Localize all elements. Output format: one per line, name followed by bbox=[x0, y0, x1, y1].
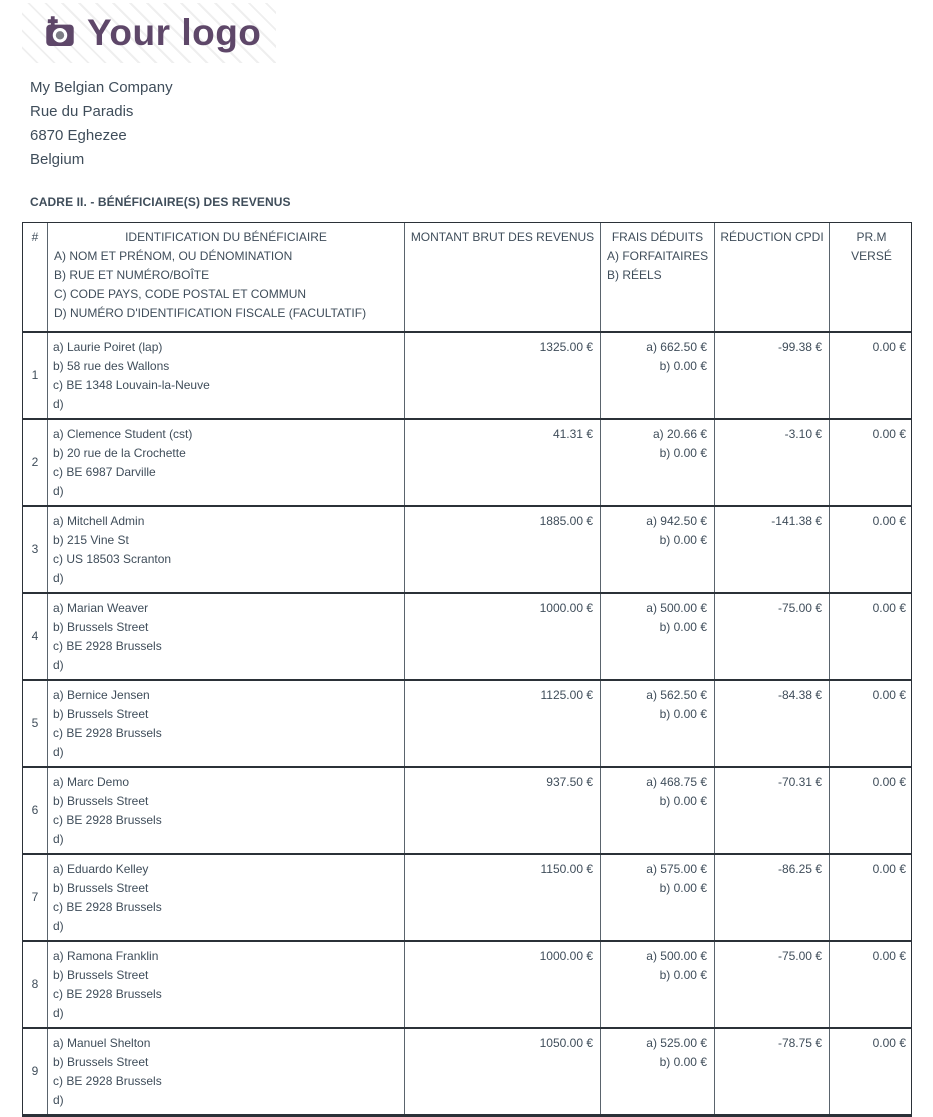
header-identification-line-c: C) CODE PAYS, CODE POSTAL ET COMMUN bbox=[54, 287, 307, 301]
beneficiary-street: b) Brussels Street bbox=[53, 794, 149, 808]
beneficiary-city: c) BE 2928 Brussels bbox=[53, 639, 162, 653]
beneficiary-tax-id: d) bbox=[53, 1093, 64, 1107]
prm-paid-cell: 0.00 € bbox=[829, 681, 913, 766]
beneficiaries-table bbox=[22, 222, 912, 1117]
costs-forfaitaires-value: a) 20.66 € bbox=[652, 427, 707, 441]
costs-forfaitaires-value: a) 525.00 € bbox=[646, 1036, 707, 1050]
cpdi-reduction-cell: -99.38 € bbox=[714, 333, 829, 418]
prm-paid-cell: 0.00 € bbox=[829, 1029, 913, 1114]
gross-amount-cell: 1000.00 € bbox=[404, 942, 600, 1027]
costs-reels-value: b) 0.00 € bbox=[659, 533, 707, 547]
deducted-costs-cell bbox=[600, 942, 714, 1027]
prm-paid-cell: 0.00 € bbox=[829, 942, 913, 1027]
gross-amount-cell: 1000.00 € bbox=[404, 594, 600, 679]
report-page bbox=[0, 3, 933, 1117]
table-row bbox=[23, 592, 911, 679]
costs-reels-value: b) 0.00 € bbox=[659, 794, 707, 808]
prm-paid-cell: 0.00 € bbox=[829, 507, 913, 592]
row-number: 1 bbox=[31, 368, 39, 382]
beneficiary-street: b) Brussels Street bbox=[53, 620, 149, 634]
beneficiary-city: c) BE 2928 Brussels bbox=[53, 813, 162, 827]
costs-forfaitaires-value: a) 575.00 € bbox=[646, 862, 707, 876]
beneficiary-street: b) 215 Vine St bbox=[53, 533, 129, 547]
cpdi-reduction-cell: -86.25 € bbox=[714, 855, 829, 940]
gross-amount-cell: 1050.00 € bbox=[404, 1029, 600, 1114]
header-costs-line-a: A) FORFAITAIRES bbox=[607, 249, 709, 263]
row-number: 9 bbox=[31, 1064, 39, 1078]
prm-paid-cell: 0.00 € bbox=[829, 768, 913, 853]
cpdi-reduction-cell: -141.38 € bbox=[714, 507, 829, 592]
beneficiary-name: a) Manuel Shelton bbox=[53, 1036, 151, 1050]
table-row bbox=[23, 679, 911, 766]
costs-reels-value: b) 0.00 € bbox=[659, 1055, 707, 1069]
beneficiary-tax-id: d) bbox=[53, 484, 64, 498]
beneficiary-tax-id: d) bbox=[53, 1006, 64, 1020]
costs-forfaitaires-value: a) 942.50 € bbox=[646, 514, 707, 528]
beneficiary-street: b) 20 rue de la Crochette bbox=[53, 446, 186, 460]
row-number: 2 bbox=[31, 455, 39, 469]
beneficiary-identification-cell bbox=[47, 942, 404, 1027]
header-identification-line-d: D) NUMÉRO D'IDENTIFICATION FISCALE (FACULTATIF) bbox=[54, 306, 367, 320]
beneficiary-name: a) Marc Demo bbox=[53, 775, 130, 789]
costs-forfaitaires-value: a) 562.50 € bbox=[646, 688, 707, 702]
deducted-costs-cell bbox=[600, 420, 714, 505]
beneficiary-city: c) BE 2928 Brussels bbox=[53, 1074, 162, 1088]
beneficiary-city: c) BE 2928 Brussels bbox=[53, 987, 162, 1001]
beneficiary-tax-id: d) bbox=[53, 832, 64, 846]
table-row bbox=[23, 766, 911, 853]
beneficiary-identification-cell bbox=[47, 681, 404, 766]
row-number: 5 bbox=[31, 716, 39, 730]
logo-text: Your logo bbox=[87, 12, 262, 53]
header-row-number: # bbox=[31, 230, 39, 244]
beneficiary-identification-cell bbox=[47, 1029, 404, 1114]
table-row bbox=[23, 418, 911, 505]
logo-placeholder bbox=[22, 3, 276, 63]
costs-reels-value: b) 0.00 € bbox=[659, 707, 707, 721]
beneficiary-identification-cell bbox=[47, 855, 404, 940]
gross-amount-cell: 1325.00 € bbox=[404, 333, 600, 418]
deducted-costs-cell bbox=[600, 1029, 714, 1114]
company-city: 6870 Eghezee bbox=[30, 127, 127, 144]
row-number: 3 bbox=[31, 542, 39, 556]
prm-paid-cell: 0.00 € bbox=[829, 420, 913, 505]
costs-reels-value: b) 0.00 € bbox=[659, 968, 707, 982]
beneficiary-tax-id: d) bbox=[53, 745, 64, 759]
header-identification bbox=[47, 223, 404, 331]
beneficiary-city: c) BE 1348 Louvain-la-Neuve bbox=[53, 378, 210, 392]
row-number: 6 bbox=[31, 803, 39, 817]
row-number: 7 bbox=[31, 890, 39, 904]
beneficiary-city: c) BE 6987 Darville bbox=[53, 465, 156, 479]
company-street: Rue du Paradis bbox=[30, 103, 134, 120]
beneficiary-tax-id: d) bbox=[53, 397, 64, 411]
beneficiary-city: c) BE 2928 Brussels bbox=[53, 726, 162, 740]
beneficiary-identification-cell bbox=[47, 594, 404, 679]
beneficiary-name: a) Mitchell Admin bbox=[53, 514, 145, 528]
gross-amount-cell: 937.50 € bbox=[404, 768, 600, 853]
table-row bbox=[23, 853, 911, 940]
costs-forfaitaires-value: a) 500.00 € bbox=[646, 601, 707, 615]
costs-forfaitaires-value: a) 468.75 € bbox=[646, 775, 707, 789]
prm-paid-cell: 0.00 € bbox=[829, 855, 913, 940]
logo bbox=[44, 12, 261, 54]
beneficiary-name: a) Clemence Student (cst) bbox=[53, 427, 193, 441]
beneficiary-tax-id: d) bbox=[53, 571, 64, 585]
deducted-costs-cell bbox=[600, 507, 714, 592]
company-country: Belgium bbox=[30, 151, 85, 168]
header-identification-title: IDENTIFICATION DU BÉNÉFICIAIRE bbox=[125, 230, 327, 244]
gross-amount-cell: 1125.00 € bbox=[404, 681, 600, 766]
beneficiary-city: c) BE 2928 Brussels bbox=[53, 900, 162, 914]
header-deducted-costs-title: FRAIS DÉDUITS bbox=[611, 230, 704, 244]
header-gross-amount: MONTANT BRUT DES REVENUS bbox=[404, 223, 600, 331]
gross-amount-cell: 41.31 € bbox=[404, 420, 600, 505]
costs-reels-value: b) 0.00 € bbox=[659, 359, 707, 373]
beneficiary-name: a) Ramona Franklin bbox=[53, 949, 159, 963]
header-identification-line-a: A) NOM ET PRÉNOM, OU DÉNOMINATION bbox=[54, 249, 293, 263]
costs-forfaitaires-value: a) 500.00 € bbox=[646, 949, 707, 963]
beneficiary-street: b) Brussels Street bbox=[53, 707, 149, 721]
gross-amount-cell: 1150.00 € bbox=[404, 855, 600, 940]
header-cpdi-reduction: RÉDUCTION CPDI bbox=[714, 223, 829, 331]
costs-reels-value: b) 0.00 € bbox=[659, 881, 707, 895]
section-title: CADRE II. - BÉNÉFICIAIRE(S) DES REVENUS bbox=[30, 195, 291, 209]
beneficiary-city: c) US 18503 Scranton bbox=[53, 552, 172, 566]
table-row bbox=[23, 505, 911, 592]
cpdi-reduction-cell: -84.38 € bbox=[714, 681, 829, 766]
deducted-costs-cell bbox=[600, 855, 714, 940]
cpdi-reduction-cell: -70.31 € bbox=[714, 768, 829, 853]
table-header bbox=[23, 223, 911, 331]
beneficiary-street: b) 58 rue des Wallons bbox=[53, 359, 170, 373]
beneficiary-street: b) Brussels Street bbox=[53, 1055, 149, 1069]
table-row bbox=[23, 940, 911, 1027]
beneficiary-identification-cell bbox=[47, 507, 404, 592]
deducted-costs-cell bbox=[600, 333, 714, 418]
gross-amount-cell: 1885.00 € bbox=[404, 507, 600, 592]
row-number: 8 bbox=[31, 977, 39, 991]
beneficiary-tax-id: d) bbox=[53, 919, 64, 933]
beneficiary-tax-id: d) bbox=[53, 658, 64, 672]
beneficiary-street: b) Brussels Street bbox=[53, 881, 149, 895]
prm-paid-cell: 0.00 € bbox=[829, 594, 913, 679]
header-costs-line-b: B) RÉELS bbox=[607, 268, 662, 282]
cpdi-reduction-cell: -78.75 € bbox=[714, 1029, 829, 1114]
costs-reels-value: b) 0.00 € bbox=[659, 620, 707, 634]
beneficiary-identification-cell bbox=[47, 768, 404, 853]
deducted-costs-cell bbox=[600, 681, 714, 766]
camera-plus-icon bbox=[44, 13, 76, 53]
costs-forfaitaires-value: a) 662.50 € bbox=[646, 340, 707, 354]
cpdi-reduction-cell: -3.10 € bbox=[714, 420, 829, 505]
beneficiary-name: a) Marian Weaver bbox=[53, 601, 149, 615]
deducted-costs-cell bbox=[600, 768, 714, 853]
prm-paid-cell: 0.00 € bbox=[829, 333, 913, 418]
costs-reels-value: b) 0.00 € bbox=[659, 446, 707, 460]
beneficiary-name: a) Eduardo Kelley bbox=[53, 862, 149, 876]
header-prm-paid: PR.M VERSÉ bbox=[829, 223, 913, 331]
company-address bbox=[30, 76, 933, 172]
beneficiary-identification-cell bbox=[47, 333, 404, 418]
header-identification-line-b: B) RUE ET NUMÉRO/BOÎTE bbox=[54, 268, 210, 282]
table-row bbox=[23, 331, 911, 418]
beneficiary-street: b) Brussels Street bbox=[53, 968, 149, 982]
beneficiary-identification-cell bbox=[47, 420, 404, 505]
table-body bbox=[23, 331, 911, 1114]
table-row bbox=[23, 1027, 911, 1114]
beneficiary-name: a) Bernice Jensen bbox=[53, 688, 150, 702]
cpdi-reduction-cell: -75.00 € bbox=[714, 942, 829, 1027]
beneficiary-name: a) Laurie Poiret (lap) bbox=[53, 340, 163, 354]
header-deducted-costs bbox=[600, 223, 714, 331]
row-number: 4 bbox=[31, 629, 39, 643]
company-name: My Belgian Company bbox=[30, 79, 173, 96]
deducted-costs-cell bbox=[600, 594, 714, 679]
cpdi-reduction-cell: -75.00 € bbox=[714, 594, 829, 679]
